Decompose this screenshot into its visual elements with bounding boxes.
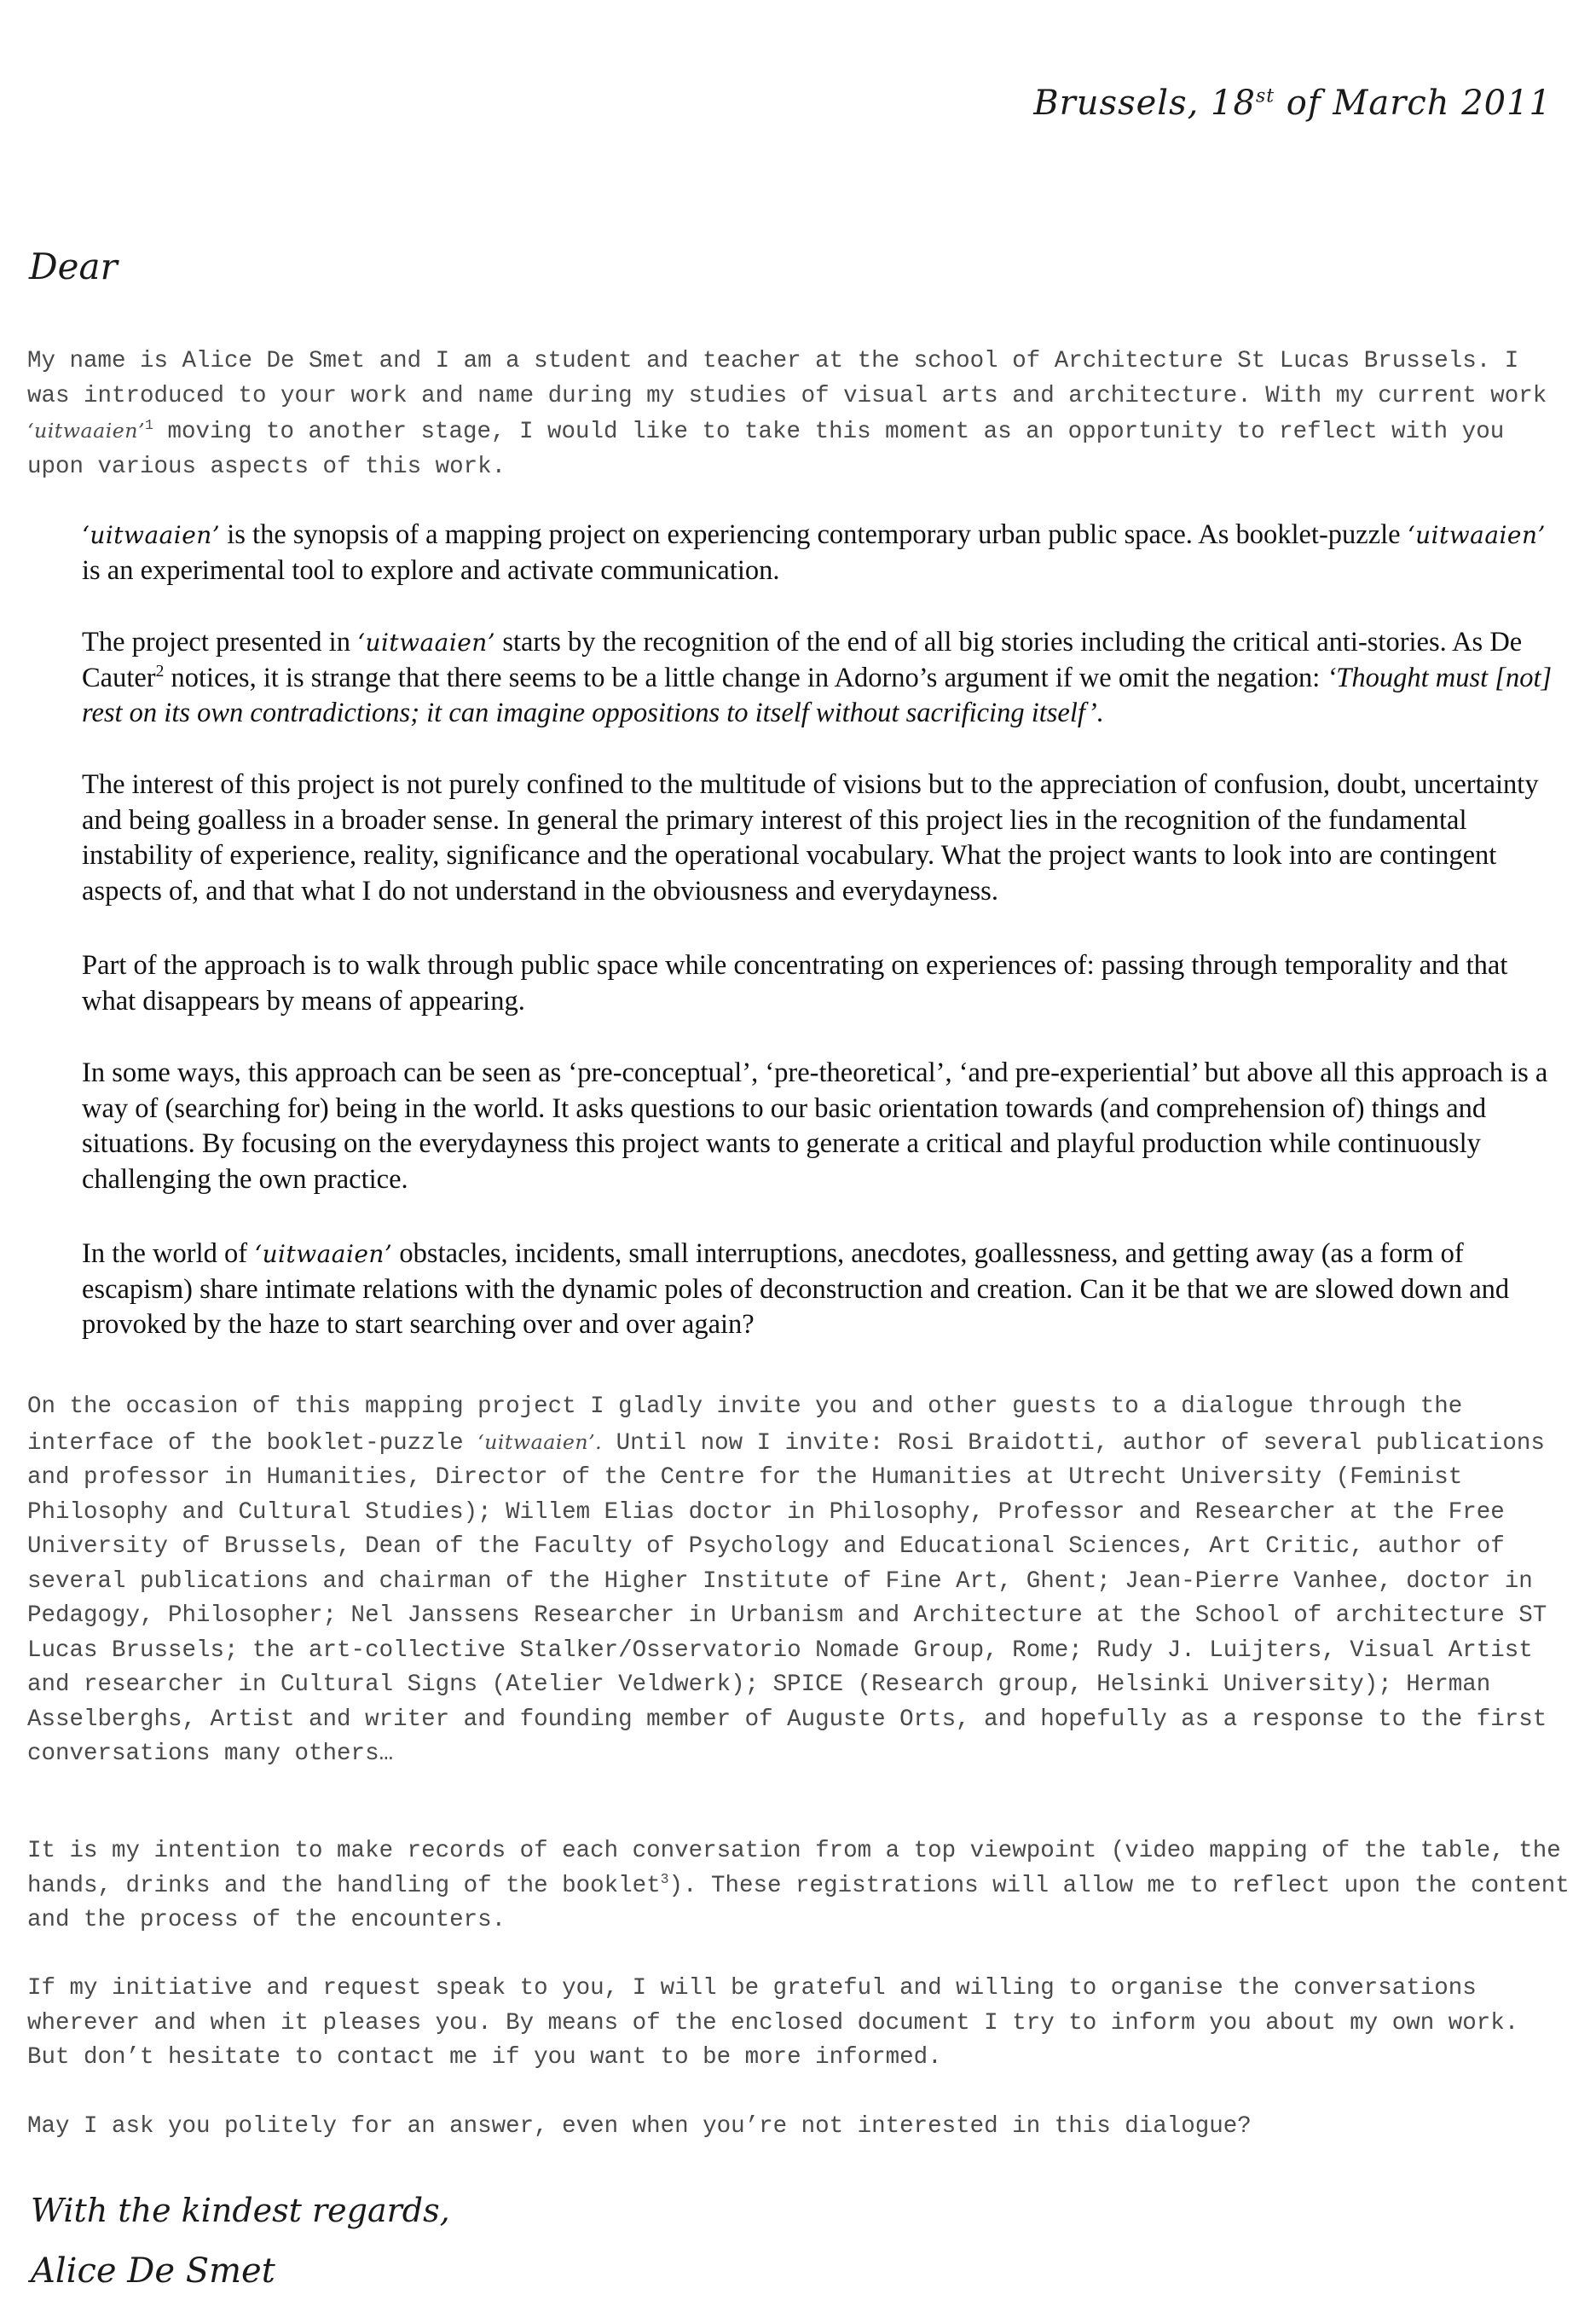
- paragraph-pre-conceptual: In some ways, this approach can be seen as ‘pre-conceptual’, ‘pre-theoretical’, ‘and pre-experiential’ but above all this approach is a way of (searching for) being in the world. It asks questions to our basic orientation towards (and comprehension of) things and situations. By focusing on the everydayness this project wants to generate a critical and playful production while continuously challenging the own practice.: [82, 1057, 1548, 1195]
- salutation: Dear: [29, 246, 118, 287]
- answer-request: May I ask you politely for an answer, even when you’re not interested in this dialogue?: [27, 2113, 1252, 2140]
- intro-paragraph: My name is Alice De Smet and I am a student and teacher at the school of Architecture St Lucas Brussels. I was introduced to your work and name during my studies of visual arts and architecture. With my current work ‘uitwaaien’$^1$ moving to another stage, I would like to take this moment as an opportunity to reflect with you upon various aspects of this work.: [27, 348, 1547, 480]
- paragraph-interest: The interest of this project is not purely confined to the multitude of visions but to the appreciation of confusion, doubt, uncertainty and being goalless in a broader sense. In general the primary interest of this project lies in the recognition of the fundamental instability of experience, reality, significance and the operational vocabulary. What the project wants to look into are contingent aspects of, and that what I do not understand in the obviousness and everydayness.: [82, 769, 1539, 907]
- letter-date: Brussels, 18st of March 2011: [1033, 84, 1552, 123]
- request-paragraph: If my initiative and request speak to you, I will be grateful and willing to organise the conversations wherever and when it pleases you. By means of the enclosed document I try to inform you about my own work. But don’t hesitate to contact me if you want to be more informed.: [27, 1975, 1519, 2071]
- records-paragraph: It is my intention to make records of each conversation from a top viewpoint (video mapping of the table, the hands, drinks and the handling of the booklet$^3$). These registrations will allow me to reflect upon the content and the process of the encounters.: [27, 1838, 1570, 1933]
- invitation-paragraph: On the occasion of this mapping project I gladly invite you and other guests to a dialogue through the interface of the booklet-puzzle ‘uitwaaien’. Until now I invite: Rosi Braidotti, author of several publications and professor in Humanities, Director of the Centre for the Humanities at Utrecht University (Feminist Philosophy and Cultural Studies); Willem Elias doctor in Philosophy, Professor and Researcher at the Free University of Brussels, Dean of the Faculty of Psychology and Educational Sciences, Art Critic, author of several publications and chairman of the Higher Institute of Fine Art, Ghent; Jean-Pierre Vanhee, doctor in Pedagogy, Philosopher; Nel Janssens Researcher in Urbanism and Architecture at the School of architecture ST Lucas Brussels; the art-collective Stalker/Osservatorio Nomade Group, Rome; Rudy J. Luijters, Visual Artist and researcher in Cultural Signs (Atelier Veldwerk); SPICE (Research group, Helsinki University); Herman Asselberghs, Artist and writer and founding member of Auguste Orts, and hopefully as a response to the first conversations many others…: [27, 1393, 1547, 1767]
- paragraph-synopsis: ‘uitwaaien’ is the synopsis of a mapping project on experiencing contemporary urban public space. As booklet-puzzle ‘uitwaaien’ is an experimental tool to explore and activate communication.: [82, 519, 1546, 586]
- closing-line: With the kindest regards,: [31, 2192, 450, 2229]
- paragraph-project: The project presented in ‘uitwaaien’ starts by the recognition of the end of all big stories including the critical anti-stories. As De Cauter$^2$ notices, it is strange that there seems to be a little change in Adorno’s argument if we omit the negation: ‘Thought must [not] rest on its own contradictions; it can imagine oppositions to itself without sacrificing itself’.: [82, 627, 1553, 728]
- signature: Alice De Smet: [31, 2251, 275, 2291]
- paragraph-world: In the world of ‘uitwaaien’ obstacles, incidents, small interruptions, anecdotes, goallessness, and getting away (as a form of escapism) share intimate relations with the dynamic poles of deconstruction and creation. Can it be that we are slowed down and provoked by the haze to start searching over and over again?: [82, 1238, 1510, 1340]
- paragraph-approach: Part of the approach is to walk through public space while concentrating on experiences of: passing through temporality and that what disappears by means of appearing.: [82, 950, 1508, 1017]
